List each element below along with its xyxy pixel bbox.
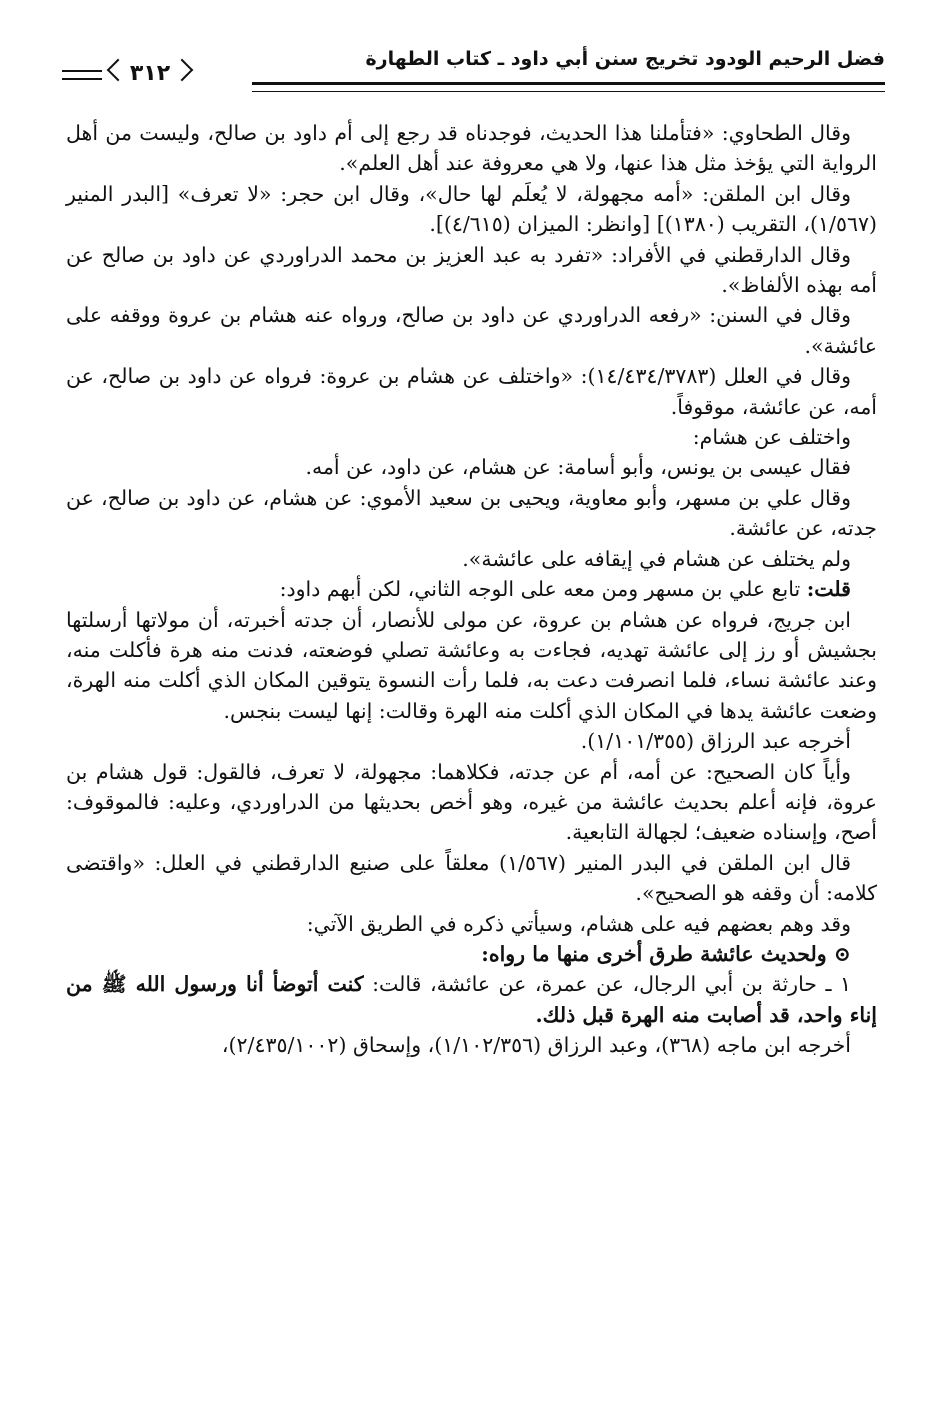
paragraph: وقد وهم بعضهم فيه على هشام، وسيأتي ذكره في الطريق الآتي: bbox=[306, 911, 851, 936]
paragraph: واختلف عن هشام: bbox=[692, 425, 851, 450]
paragraph: أخرجه عبد الرزاق (١/١٠١/٣٥٥). bbox=[580, 729, 851, 754]
lead-word: قلت: bbox=[806, 577, 851, 602]
hadith-text: كنت أتوضأ أنا ورسول الله ﷺ من إناء واحد، قد أصابت منه الهرة قبل ذلك. bbox=[66, 972, 877, 1027]
paragraph: وقال في السنن: «رفعه الدراوردي عن داود بن صالح، ورواه عنه هشام بن عروة ووقفه على عائشة». bbox=[66, 303, 877, 358]
paragraph: وقال الدارقطني في الأفراد: «تفرد به عبد العزيز بن محمد الدراوردي عن داود بن صالح عن أمه بهذه الألفاظ». bbox=[66, 242, 877, 298]
paragraph: ولم يختلف عن هشام في إيقافه على عائشة». bbox=[462, 546, 851, 571]
paragraph: فقال عيسى بن يونس، وأبو أسامة: عن هشام، عن داود، عن أمه. bbox=[305, 455, 851, 480]
paragraph: ابن جريج، فرواه عن هشام بن عروة، عن مولى للأنصار، أن جدته أخبرته، أن مولاتها أرسلتها بجشيش أو رز إلى عائشة تهديه، فجاءت به وعائشة تصلي فوضعته، فدنت منه هرة فأكلت منه، وعند عائشة نساء، فلما انصرفت دعت به، فلما رأت النسوة يتوقين المكان الذي أكلت منه الهرة، وضعت عائشة يدها في المكان الذي أكلت منه الهرة وقالت: إنها ليست بنجس. bbox=[66, 607, 877, 723]
paragraph: وقال علي بن مسهر، وأبو معاوية، ويحيى بن سعيد الأموي: عن هشام، عن داود بن صالح، عن جدته، عن عائشة. bbox=[66, 485, 877, 541]
ornament-lines bbox=[62, 70, 102, 80]
paragraph: قال ابن الملقن في البدر المنير (١/٥٦٧) معلقاً على صنيع الدارقطني في العلل: «واقتضى كلامه: أن وقفه هو الصحيح». bbox=[66, 850, 877, 906]
body-text bbox=[66, 118, 877, 1061]
section-heading: ⊙ ولحديث عائشة طرق أخرى منها ما رواه: bbox=[481, 941, 851, 966]
paragraph: أخرجه ابن ماجه (٣٦٨)، وعبد الرزاق (١/١٠٢/٣٥٦)، وإسحاق (٢/٤٣٥/١٠٠٢)، bbox=[221, 1033, 851, 1058]
header-rule bbox=[252, 82, 885, 92]
running-title: فضل الرحيم الودود تخريج سنن أبي داود ـ كتاب الطهارة bbox=[365, 48, 885, 70]
paragraph: ١ ـ حارثة بن أبي الرجال، عن عمرة، عن عائشة، قالت: كنت أتوضأ أنا ورسول الله ﷺ من إناء واحد، قد أصابت منه الهرة قبل ذلك. bbox=[66, 972, 877, 1027]
paragraph: قلت: تابع علي بن مسهر ومن معه على الوجه الثاني، لكن أبهم داود: bbox=[279, 577, 851, 602]
paragraph: وأياً كان الصحيح: عن أمه، أم عن جدته، فكلاهما: مجهولة، لا تعرف، فالقول: قول هشام بن عروة، فإنه أعلم بحديث عائشة من غيره، وهو أخص بحديثها من الدراوردي، وعليه: فالموقوف: أصح، وإسناده ضعيف؛ لجهالة التابعية. bbox=[66, 759, 877, 845]
page-number-ornament bbox=[62, 56, 222, 96]
paragraph: وقال في العلل (١٤/٤٣٤/٣٧٨٣): «واختلف عن هشام بن عروة: فرواه عن داود بن صالح، عن أمه، عن عائشة، موقوفاً. bbox=[66, 364, 877, 419]
paragraph: وقال الطحاوي: «فتأملنا هذا الحديث، فوجدناه قد رجع إلى أم داود بن صالح، وليست من أهل الرواية التي يؤخذ مثل هذا عنها، ولا هي معروفة عند أهل العلم». bbox=[66, 121, 877, 176]
page-header bbox=[62, 42, 885, 86]
paragraph: وقال ابن الملقن: «أمه مجهولة، لا يُعلَم لها حال»، وقال ابن حجر: «لا تعرف» [البدر المنير (١/٥٦٧)، التقريب (١٣٨٠)] [وانظر: الميزان (٤/٦١٥)]. bbox=[66, 181, 877, 237]
page-number: ٣١٢ bbox=[110, 56, 190, 92]
